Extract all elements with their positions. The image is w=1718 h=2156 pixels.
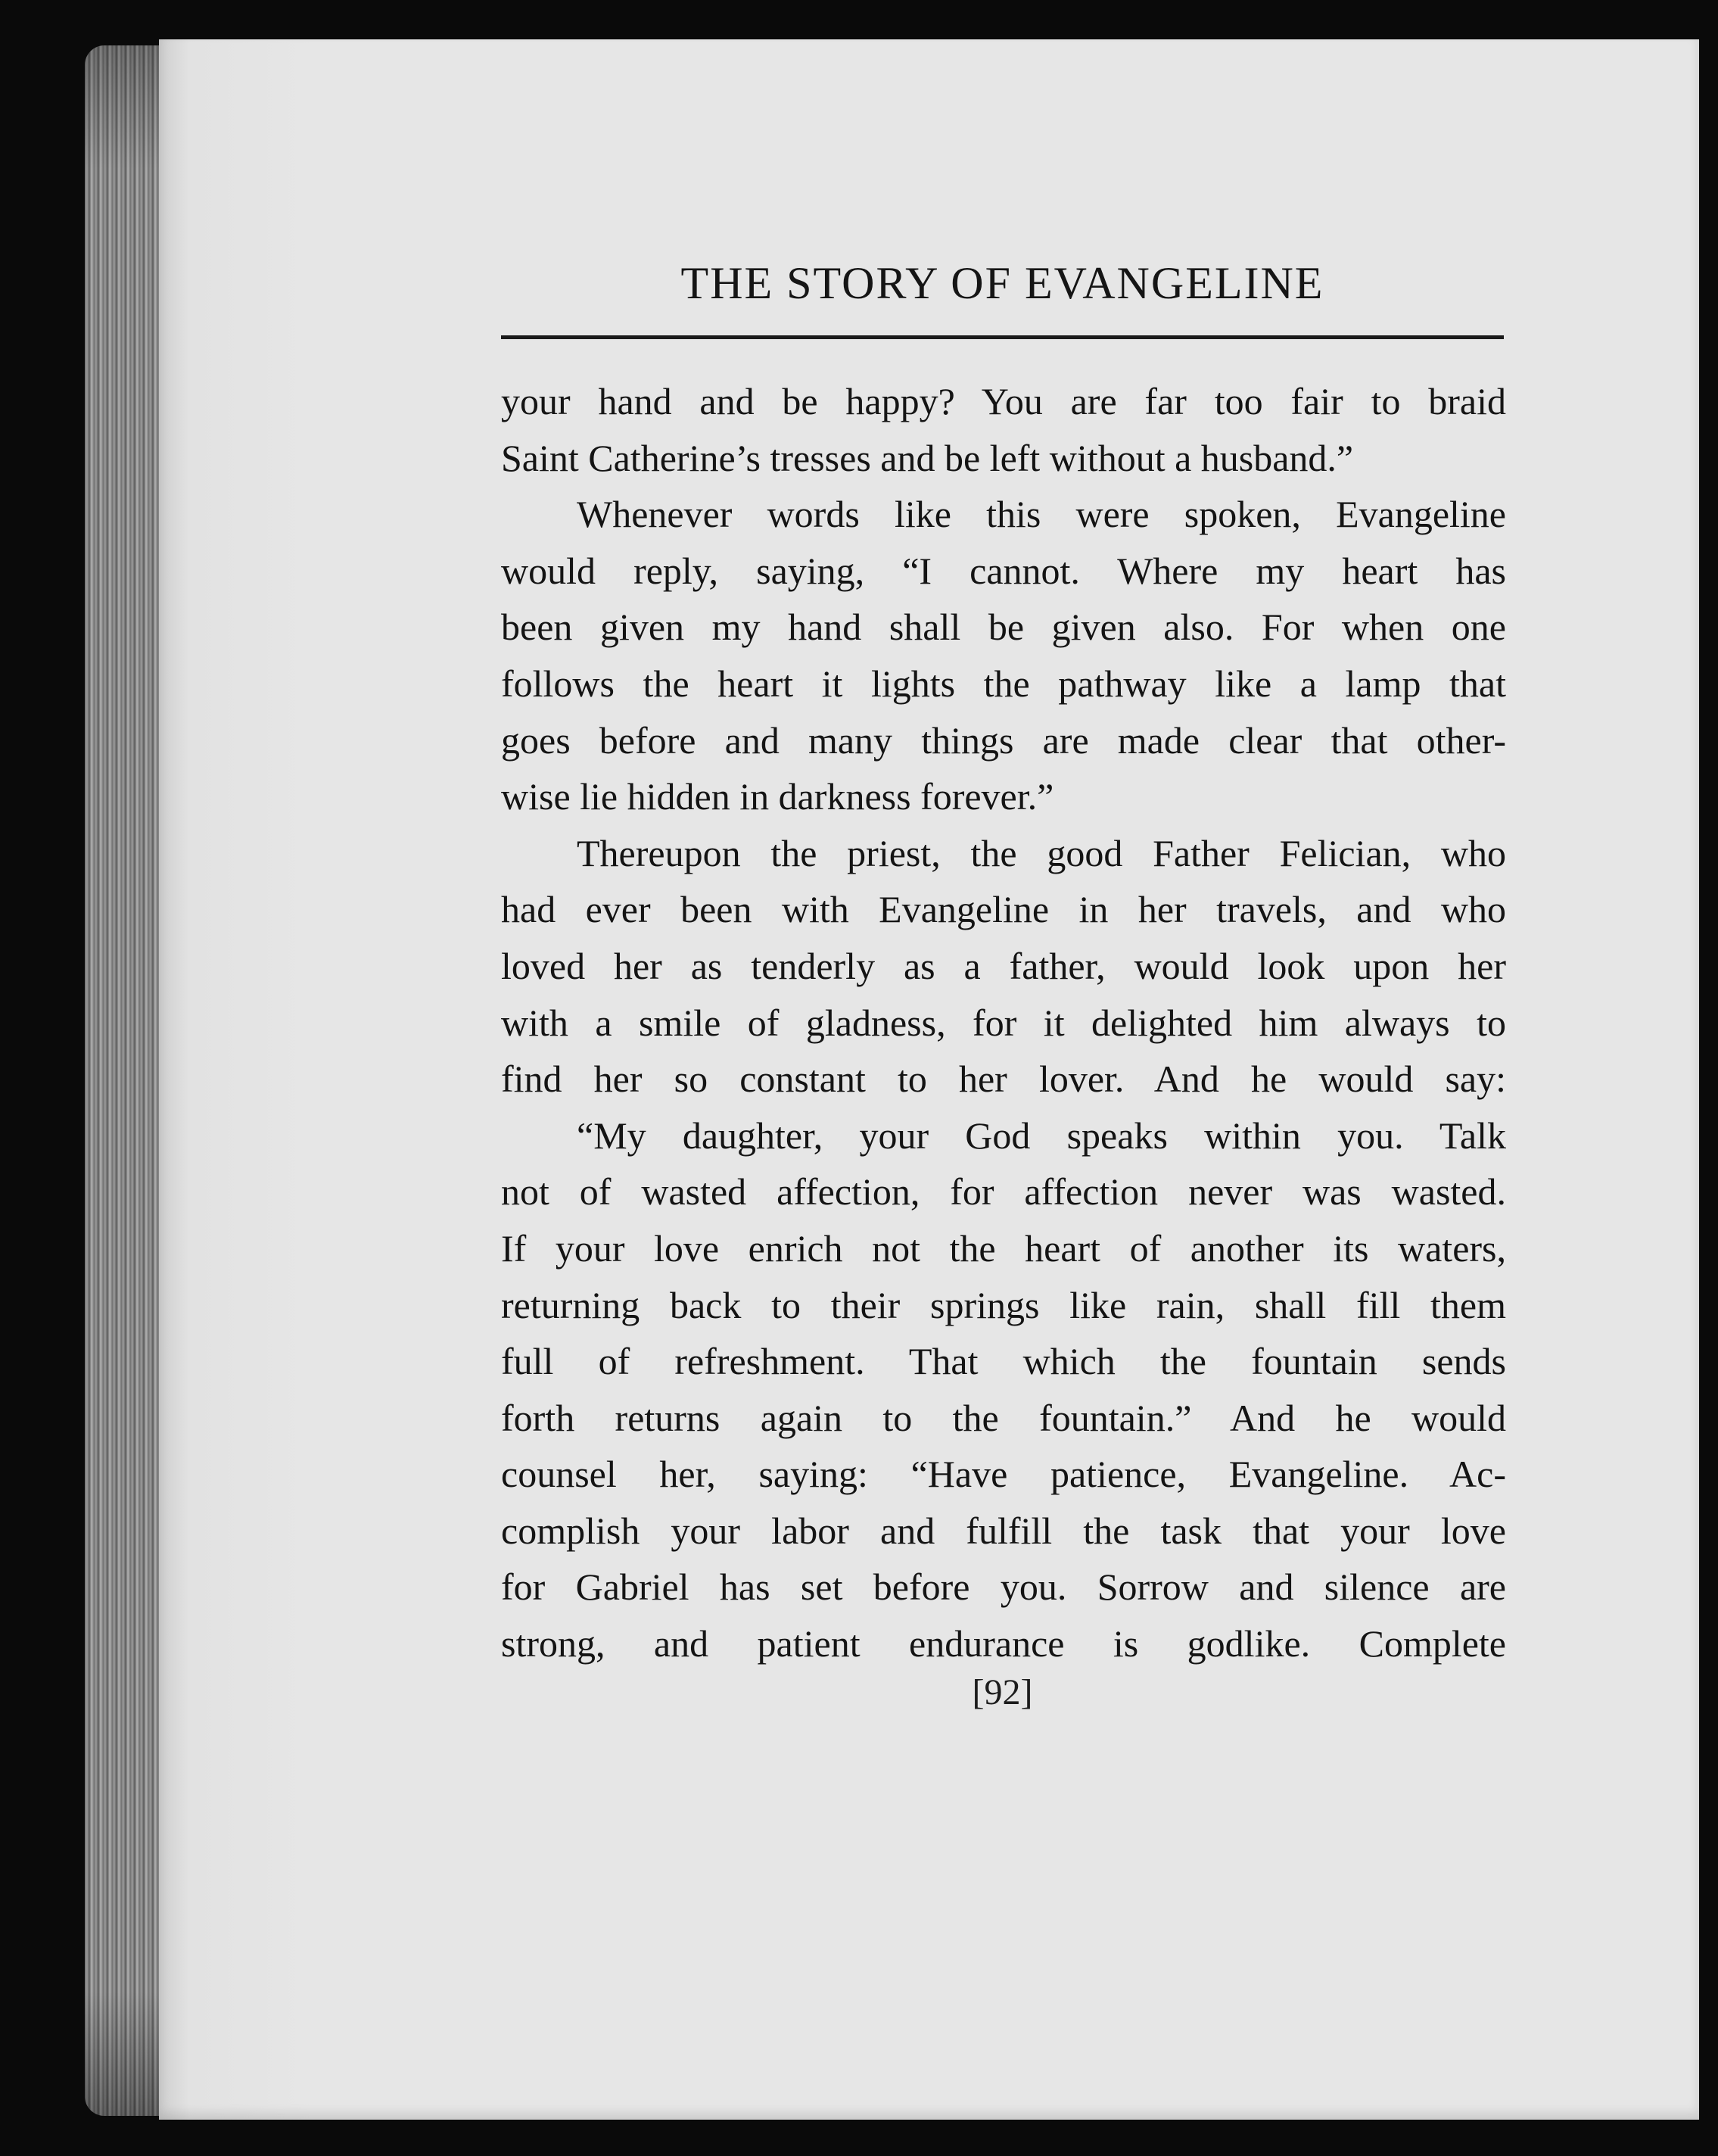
header-rule bbox=[501, 335, 1504, 339]
text-line: goes before and many things are made clear that other- bbox=[501, 718, 1506, 762]
text-line: follows the heart it lights the pathway like a lamp that bbox=[501, 662, 1506, 705]
text-line: Whenever words like this were spoken, Evangeline bbox=[577, 493, 1506, 536]
page-number: [92] bbox=[972, 1672, 1033, 1712]
text-line: complish your labor and fulfill the task that your love bbox=[501, 1509, 1506, 1552]
text-line: returning back to their springs like rain, shall fill them bbox=[501, 1283, 1506, 1326]
text-line: strong, and patient endurance is godlike. Complete bbox=[501, 1622, 1506, 1665]
text-line: Saint Catherine’s tresses and be left without a husband.” bbox=[501, 436, 1354, 479]
text-line: would reply, saying, “I cannot. Where my heart has bbox=[501, 549, 1506, 592]
body-text bbox=[501, 373, 1506, 1672]
text-line: loved her as tenderly as a father, would look upon her bbox=[501, 944, 1506, 987]
text-line: “My daughter, your God speaks within you. Talk bbox=[577, 1114, 1506, 1157]
text-line: not of wasted affection, for affection never was wasted. bbox=[501, 1170, 1506, 1214]
text-line: been given my hand shall be given also. For when one bbox=[501, 606, 1506, 649]
text-line: for Gabriel has set before you. Sorrow and silence are bbox=[501, 1566, 1506, 1609]
text-line: counsel her, saying: “Have patience, Evangeline. Ac- bbox=[501, 1453, 1506, 1496]
text-line: If your love enrich not the heart of another its waters, bbox=[501, 1226, 1506, 1270]
text-line: had ever been with Evangeline in her travels, and who bbox=[501, 888, 1506, 931]
text-line: with a smile of gladness, for it delighted him always to bbox=[501, 1001, 1506, 1044]
text-line: forth returns again to the fountain.” And he would bbox=[501, 1396, 1506, 1439]
page-stack-edges bbox=[85, 45, 168, 2116]
text-line: full of refreshment. That which the fountain sends bbox=[501, 1340, 1506, 1383]
text-line: find her so constant to her lover. And he would say: bbox=[501, 1058, 1506, 1101]
text-line: wise lie hidden in darkness forever.” bbox=[501, 775, 1054, 818]
text-line: Thereupon the priest, the good Father Felician, who bbox=[577, 831, 1506, 874]
running-head: THE STORY OF EVANGELINE bbox=[680, 258, 1324, 308]
text-line: your hand and be happy? You are far too fair to braid bbox=[501, 380, 1506, 422]
